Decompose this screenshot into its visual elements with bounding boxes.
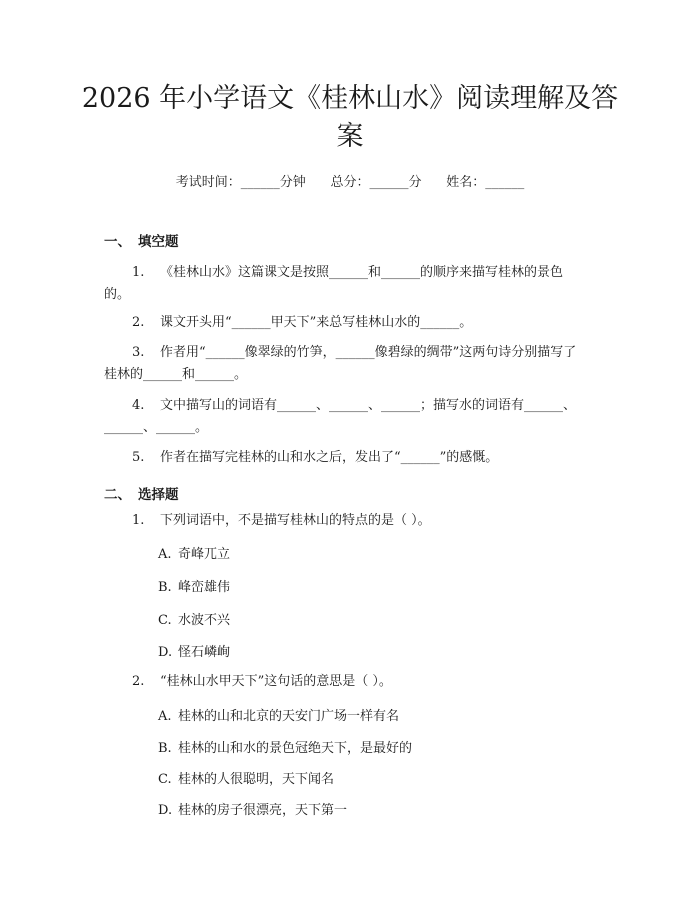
question-2-2: 2. “桂林山水甲天下”这句话的意思是（ ）。 bbox=[132, 674, 392, 689]
section-heading-fill-blank: 一、 填空题 bbox=[104, 234, 179, 250]
question-1-5: 5. 作者在描写完桂林的山和水之后，发出了“______”的感慨。 bbox=[132, 450, 499, 465]
option-2-1-d: D. 怪石嶙峋 bbox=[158, 645, 231, 660]
option-2-2-d: D. 桂林的房子很漂亮，天下第一 bbox=[158, 803, 348, 818]
question-2-1: 1. 下列词语中，不是描写桂林山的特点的是（ ）。 bbox=[132, 513, 431, 528]
page-title: 2026 年小学语文《桂林山水》阅读理解及答案 bbox=[81, 83, 619, 152]
question-1-2: 2. 课文开头用“______甲天下”来总写桂林山水的______。 bbox=[132, 315, 473, 330]
option-2-1-c: C. 水波不兴 bbox=[158, 613, 231, 628]
option-2-1-b: B. 峰峦雄伟 bbox=[158, 580, 231, 595]
option-2-2-c: C. 桂林的人很聪明，天下闻名 bbox=[158, 772, 335, 787]
exam-info: 考试时间：______分钟 总分：______分 姓名：______ bbox=[175, 175, 525, 190]
question-1-4: 4. 文中描写山的词语有______、______、______；描写水的词语有______、______、______。 bbox=[104, 398, 577, 435]
option-2-2-a: A. 桂林的山和北京的天安门广场一样有名 bbox=[158, 709, 400, 724]
section-heading-choice: 二、 选择题 bbox=[104, 487, 179, 503]
option-2-2-b: B. 桂林的山和水的景色冠绝天下，是最好的 bbox=[158, 741, 413, 756]
option-2-1-a: A. 奇峰兀立 bbox=[158, 547, 231, 562]
question-1-1: 1. 《桂林山水》这篇课文是按照______和______的顺序来描写桂林的景色的。 bbox=[104, 265, 564, 302]
question-1-3: 3. 作者用“______像翠绿的竹笋，______像碧绿的绸带”这两句诗分别描写了桂林的______和______。 bbox=[104, 345, 577, 382]
